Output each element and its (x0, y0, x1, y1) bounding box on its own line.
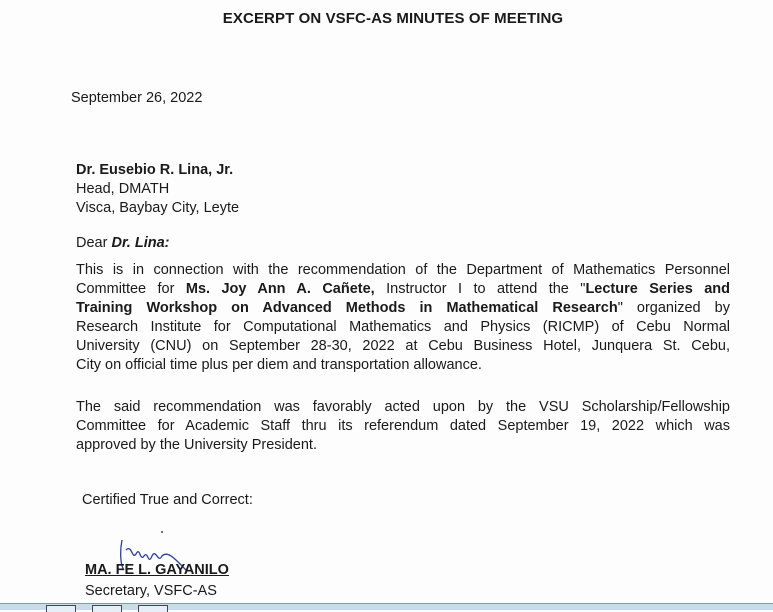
signatory-position: Secretary, VSFC-AS (85, 583, 217, 599)
text-segment: University (CNU) on September 28-30, 2022 at Cebu Business Hotel, Junquera St. Cebu, (76, 338, 730, 354)
text-segment: " organized by (617, 300, 730, 316)
recipient-address: Visca, Baybay City, Leyte (76, 200, 240, 216)
paragraph-line (76, 398, 730, 417)
text-segment: Research Institute for Computational Mathematics and Physics (RICMP) of Cebu Normal (76, 319, 730, 335)
salutation-name: Dr. Lina: (111, 235, 170, 251)
letter-date: September 26, 2022 (71, 90, 203, 106)
signatory-name: MA. FE L. GAYANILO (85, 562, 229, 578)
recipient-name: Dr. Eusebio R. Lina, Jr. (76, 162, 234, 178)
text-segment: Committee for Academic Staff thru its referendum dated September 19, 2022 which was (76, 418, 730, 434)
recipient-position: Head, DMATH (76, 181, 170, 197)
bold-text: Ms. Joy Ann A. Cañete, (185, 281, 375, 297)
text-segment: The said recommendation was favorably acted upon by the VSU Scholarship/Fellowship (76, 399, 730, 415)
text-segment: Committee for (76, 281, 186, 297)
bold-text: Lecture Series and (585, 281, 730, 297)
paragraph-line (76, 318, 730, 337)
certification-label: Certified True and Correct: (82, 492, 253, 508)
bold-text: Training Workshop on Advanced Methods in Mathematical Research (76, 300, 618, 316)
paragraph-line (76, 261, 730, 280)
paragraph-line (76, 356, 730, 375)
paragraph-line (76, 417, 730, 436)
paragraph-recommendation (76, 261, 730, 375)
text-segment: City on official time plus per diem and transportation allowance. (76, 357, 482, 373)
text-segment: Instructor I to attend the " (374, 281, 586, 297)
paragraph-line (76, 280, 730, 299)
paragraph-approval (76, 398, 730, 455)
text-segment: This is in connection with the recommendation of the Department of Mathematics Personnel (76, 262, 730, 278)
text-segment: approved by the University President. (76, 437, 317, 453)
paragraph-line (76, 436, 730, 455)
salutation (76, 235, 169, 251)
paragraph-line (76, 337, 730, 356)
salutation-prefix: Dear (76, 235, 112, 251)
paragraph-line (76, 299, 730, 318)
document-title: EXCERPT ON VSFC-AS MINUTES OF MEETING (222, 10, 564, 27)
